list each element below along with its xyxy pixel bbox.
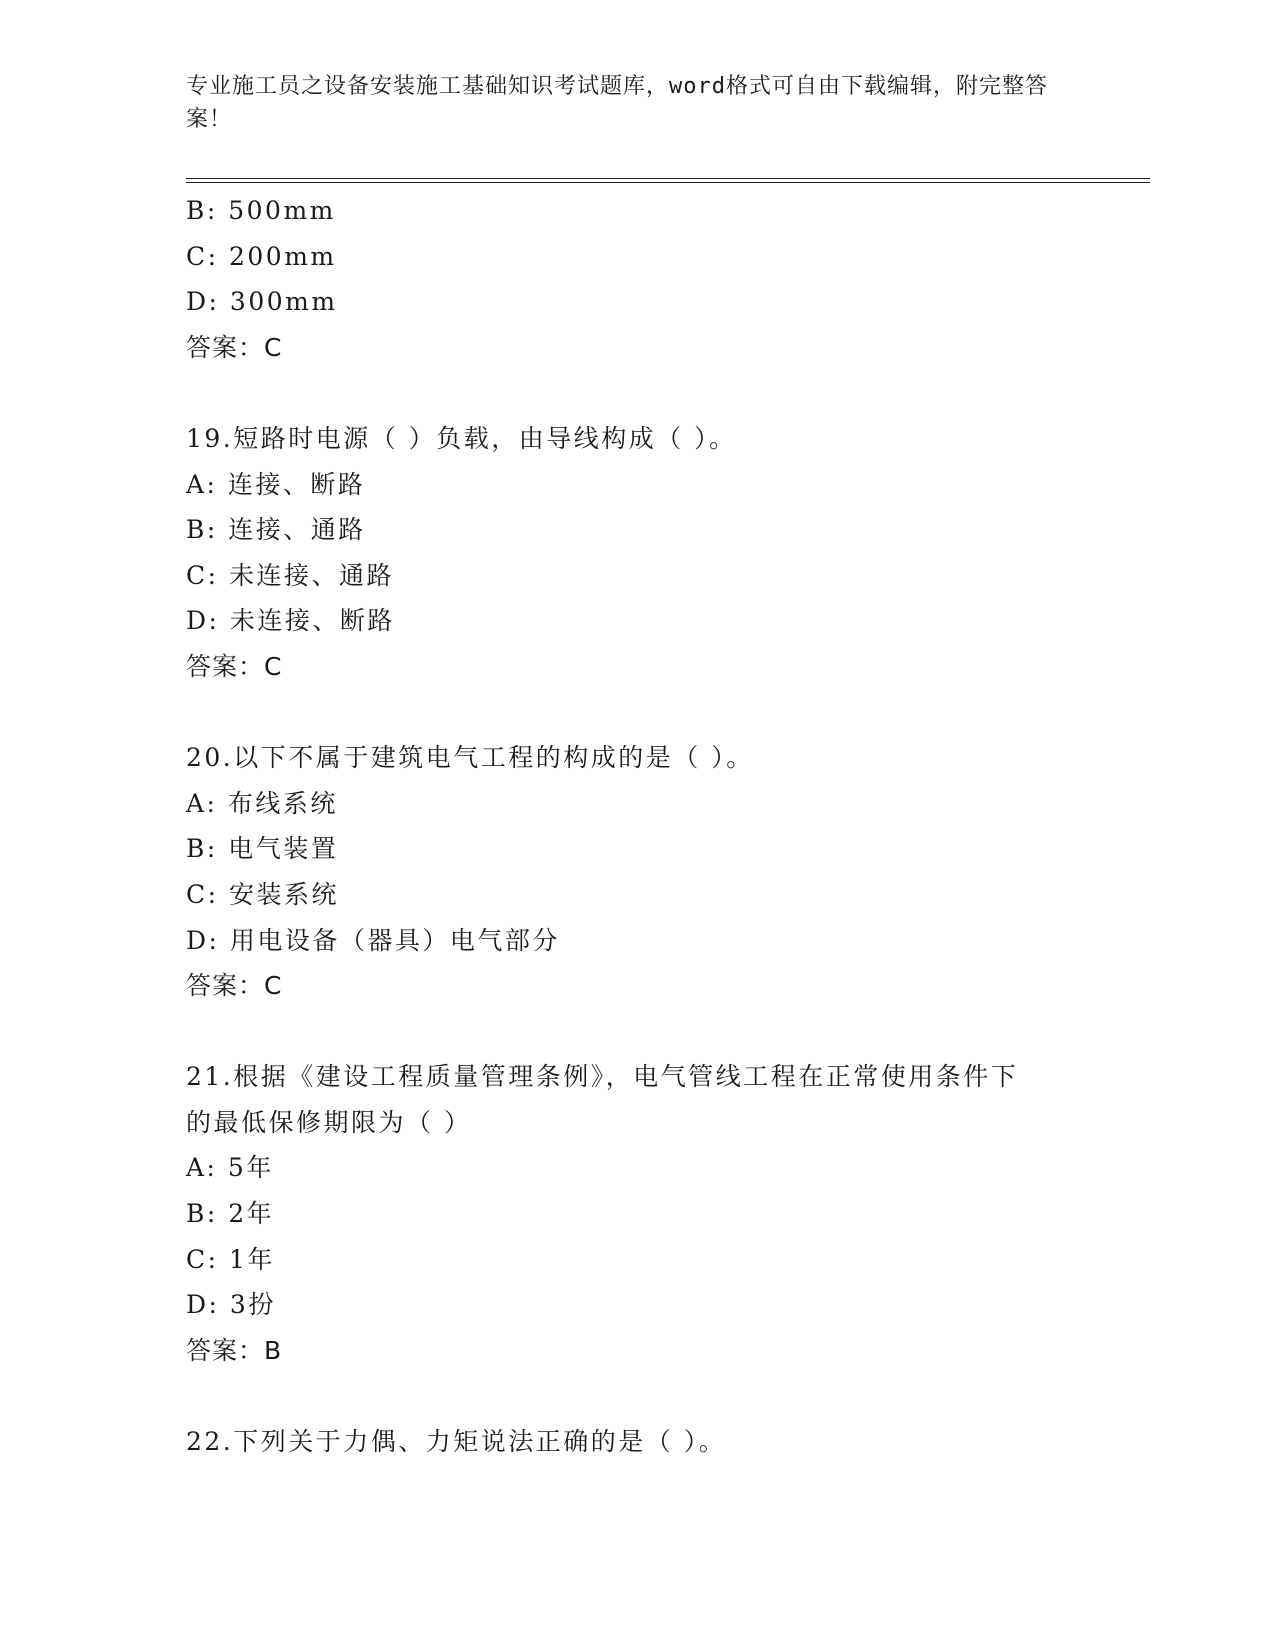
question-stem: 22.下列关于力偶、力矩说法正确的是（ ）。 (186, 1427, 727, 1457)
option-b: B: 电气装置 (186, 834, 339, 864)
option-a: A: 连接、断路 (186, 469, 366, 499)
question-stem: 19.短路时电源（ ）负载，由导线构成（ ）。 (186, 423, 737, 453)
answer: 答案：C (186, 651, 283, 681)
answer: 答案：B (186, 1335, 283, 1365)
option-c: C: 安装系统 (186, 879, 339, 909)
option-c: C: 未连接、通路 (186, 560, 394, 590)
document-header: 专业施工员之设备安装施工基础知识考试题库，word格式可自由下载编辑，附完整答案！ (186, 74, 1048, 132)
option-d: D: 3扮 (186, 1290, 276, 1320)
option-d: D: 未连接、断路 (186, 606, 395, 636)
option-b: B: 连接、通路 (186, 515, 366, 545)
question-stem: 20.以下不属于建筑电气工程的构成的是（ ）。 (186, 743, 754, 773)
question-19 (186, 416, 1086, 690)
question-stem-line-2: 的最低保修期限为（ ） (186, 1107, 472, 1137)
answer: 答案：C (186, 971, 283, 1001)
question-list (186, 188, 1086, 1465)
question-22 (186, 1419, 1086, 1465)
question-20 (186, 735, 1086, 1009)
option-b: B: 2年 (186, 1199, 275, 1229)
option-b: B: 500mm (186, 196, 336, 225)
option-a: A: 5年 (186, 1153, 274, 1183)
option-c: C: 200mm (186, 241, 337, 271)
header-rule-bottom (186, 182, 1150, 183)
answer: 答案：C (186, 332, 283, 362)
question-18 (186, 188, 1086, 370)
option-d: D: 用电设备（器具）电气部分 (186, 925, 560, 955)
option-d: D: 300mm (186, 287, 338, 317)
option-a: A: 布线系统 (186, 788, 338, 818)
question-stem-line-1: 21.根据《建设工程质量管理条例》，电气管线工程在正常使用条件下 (186, 1062, 1019, 1092)
question-21 (186, 1054, 1086, 1373)
option-c: C: 1年 (186, 1244, 275, 1274)
header-rule-top (186, 178, 1150, 179)
